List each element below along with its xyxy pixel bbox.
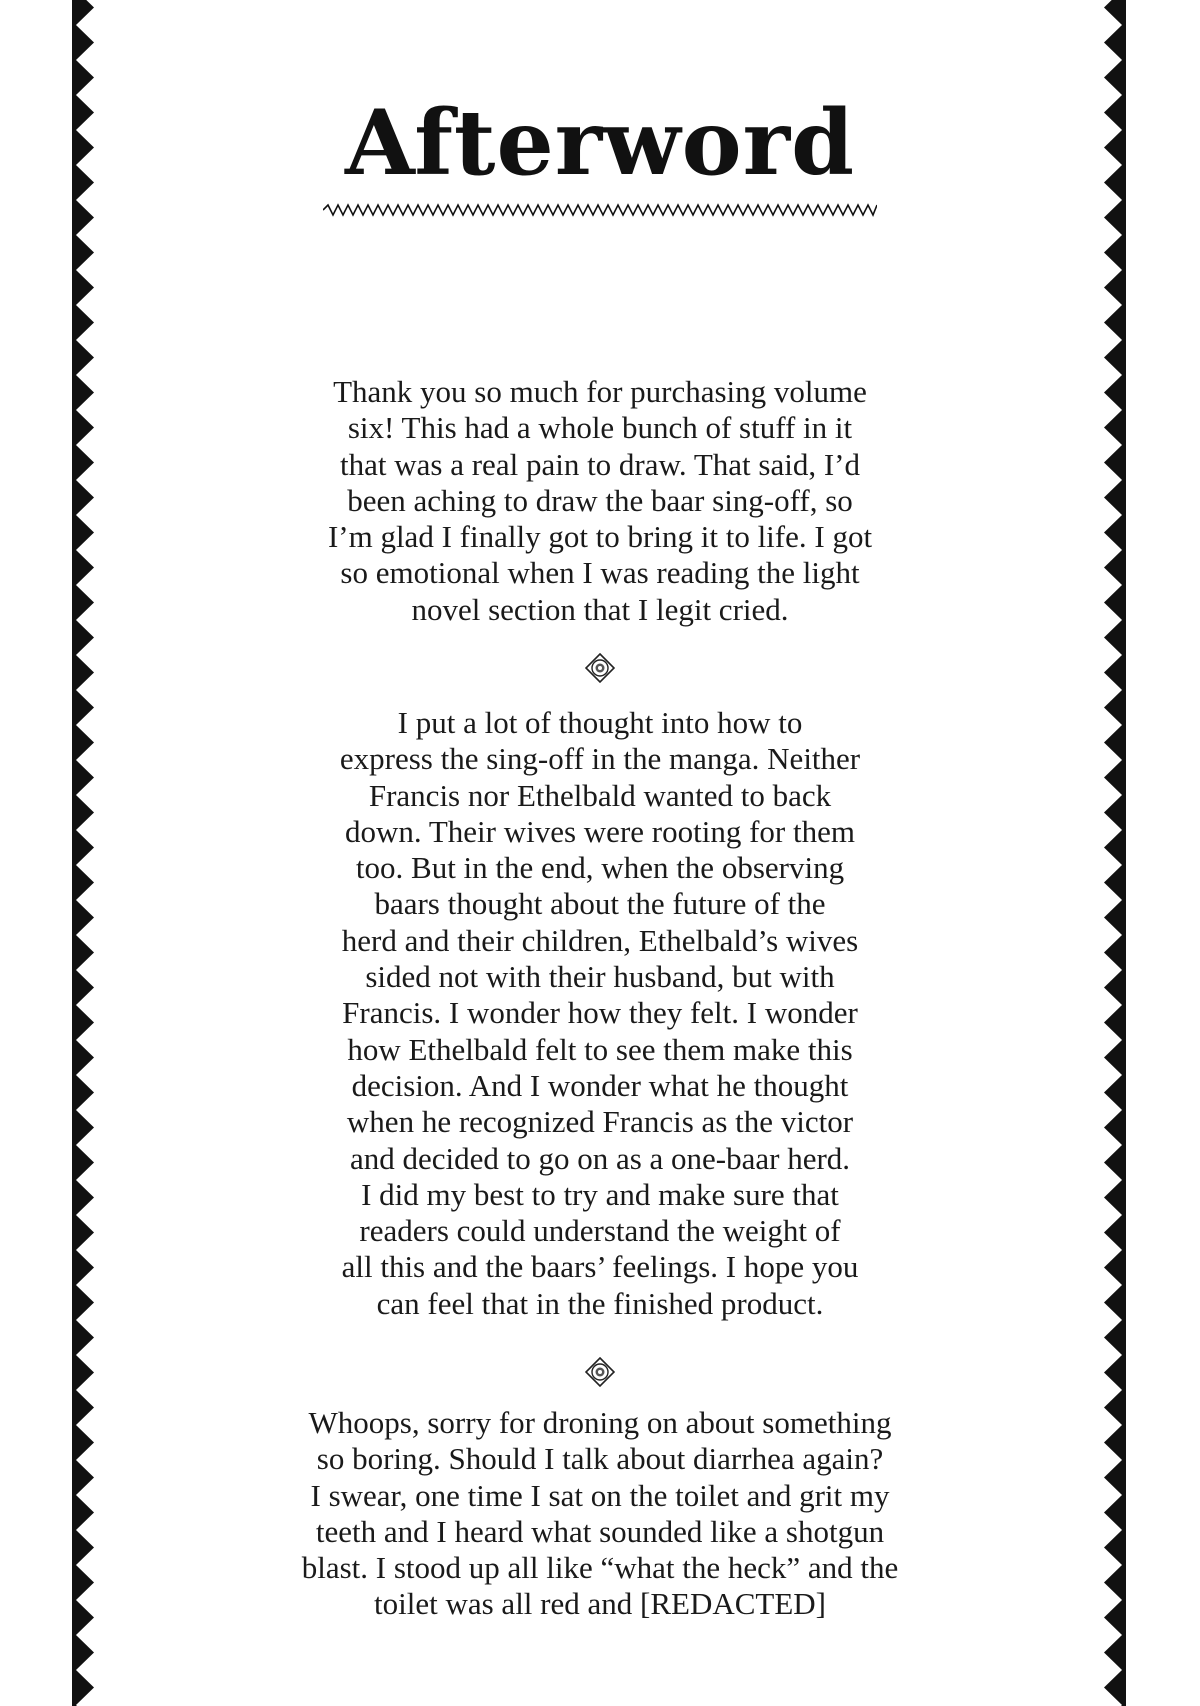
text-line: too. But in the end, when the observing <box>355 850 845 886</box>
text-line: how Ethelbald felt to see them make this <box>347 1031 853 1067</box>
text-line: I swear, one time I sat on the toilet and grit my <box>310 1477 890 1513</box>
border-triangle <box>76 1320 94 1355</box>
border-triangle <box>1104 235 1122 270</box>
text-line: toilet was all red and [REDACTED] <box>374 1586 826 1622</box>
text-line: Francis. I wonder how they felt. I wonder <box>342 995 858 1031</box>
text-line: when he recognized Francis as the victor <box>346 1104 854 1140</box>
border-triangle <box>1104 1635 1122 1670</box>
border-triangle <box>76 25 94 60</box>
text-line: herd and their children, Ethelbald’s wives <box>341 922 859 958</box>
text-line: Thank you so much for purchasing volume <box>333 374 867 409</box>
paragraph-1 <box>0 374 1200 628</box>
text-line: been aching to draw the baar sing-off, so <box>347 482 853 518</box>
text-line: so emotional when I was reading the light <box>340 555 860 591</box>
text-line: six! This had a whole bunch of stuff in it <box>347 410 853 446</box>
text-line: readers could understand the weight of <box>359 1213 841 1249</box>
text-line: baars thought about the future of the <box>374 886 826 922</box>
border-triangle <box>1104 0 1122 25</box>
border-triangle <box>1104 60 1122 95</box>
paragraph-3 <box>0 1405 1200 1623</box>
text-line: all this and the baars’ feelings. I hope you <box>341 1249 859 1285</box>
border-triangle <box>76 235 94 270</box>
text-line: I put a lot of thought into how to <box>397 705 803 740</box>
border-triangle <box>1104 200 1122 235</box>
text-line: express the sing-off in the manga. Neither <box>339 741 861 777</box>
border-triangle <box>76 270 94 305</box>
border-triangle <box>1104 270 1122 305</box>
border-triangle <box>1104 1320 1122 1355</box>
ornament-icon <box>585 1357 615 1387</box>
underline-zigzag-path <box>323 205 877 215</box>
border-triangle <box>1104 340 1122 375</box>
text-line: down. Their wives were rooting for them <box>345 813 855 849</box>
border-triangle <box>1104 1670 1122 1705</box>
border-triangle <box>76 1635 94 1670</box>
text-line: and decided to go on as a one-baar herd. <box>349 1140 851 1176</box>
text-line: Whoops, sorry for droning on about something <box>308 1405 892 1440</box>
zigzag-underline-icon <box>323 203 877 217</box>
paragraph-2 <box>0 705 1200 1322</box>
page-title: Afterword <box>344 90 856 196</box>
text-line: teeth and I heard what sounded like a shotgun <box>315 1513 885 1549</box>
border-triangle <box>76 60 94 95</box>
text-line: I’m glad I finally got to bring it to life. I got <box>327 519 873 555</box>
text-line: can feel that in the finished product. <box>376 1285 824 1321</box>
border-triangle <box>1104 305 1122 340</box>
text-line: decision. And I wonder what he thought <box>351 1067 849 1103</box>
text-line: that was a real pain to draw. That said, I’d <box>340 446 860 482</box>
text-line: I did my best to try and make sure that <box>361 1176 839 1212</box>
border-triangle <box>76 305 94 340</box>
border-triangle <box>76 200 94 235</box>
border-triangle <box>1104 25 1122 60</box>
text-line: blast. I stood up all like “what the heck” and the <box>301 1550 899 1586</box>
border-triangle <box>1104 1355 1122 1390</box>
text-line: novel section that I legit cried. <box>411 591 789 627</box>
ornament-icon <box>585 653 615 683</box>
border-triangle <box>76 1355 94 1390</box>
border-triangle <box>76 655 94 690</box>
text-line: so boring. Should I talk about diarrhea again? <box>316 1441 884 1477</box>
border-triangle <box>76 1670 94 1705</box>
border-triangle <box>76 0 94 25</box>
text-line: Francis nor Ethelbald wanted to back <box>368 777 832 813</box>
border-triangle <box>1104 655 1122 690</box>
text-line: sided not with their husband, but with <box>365 959 835 995</box>
border-triangle <box>76 340 94 375</box>
